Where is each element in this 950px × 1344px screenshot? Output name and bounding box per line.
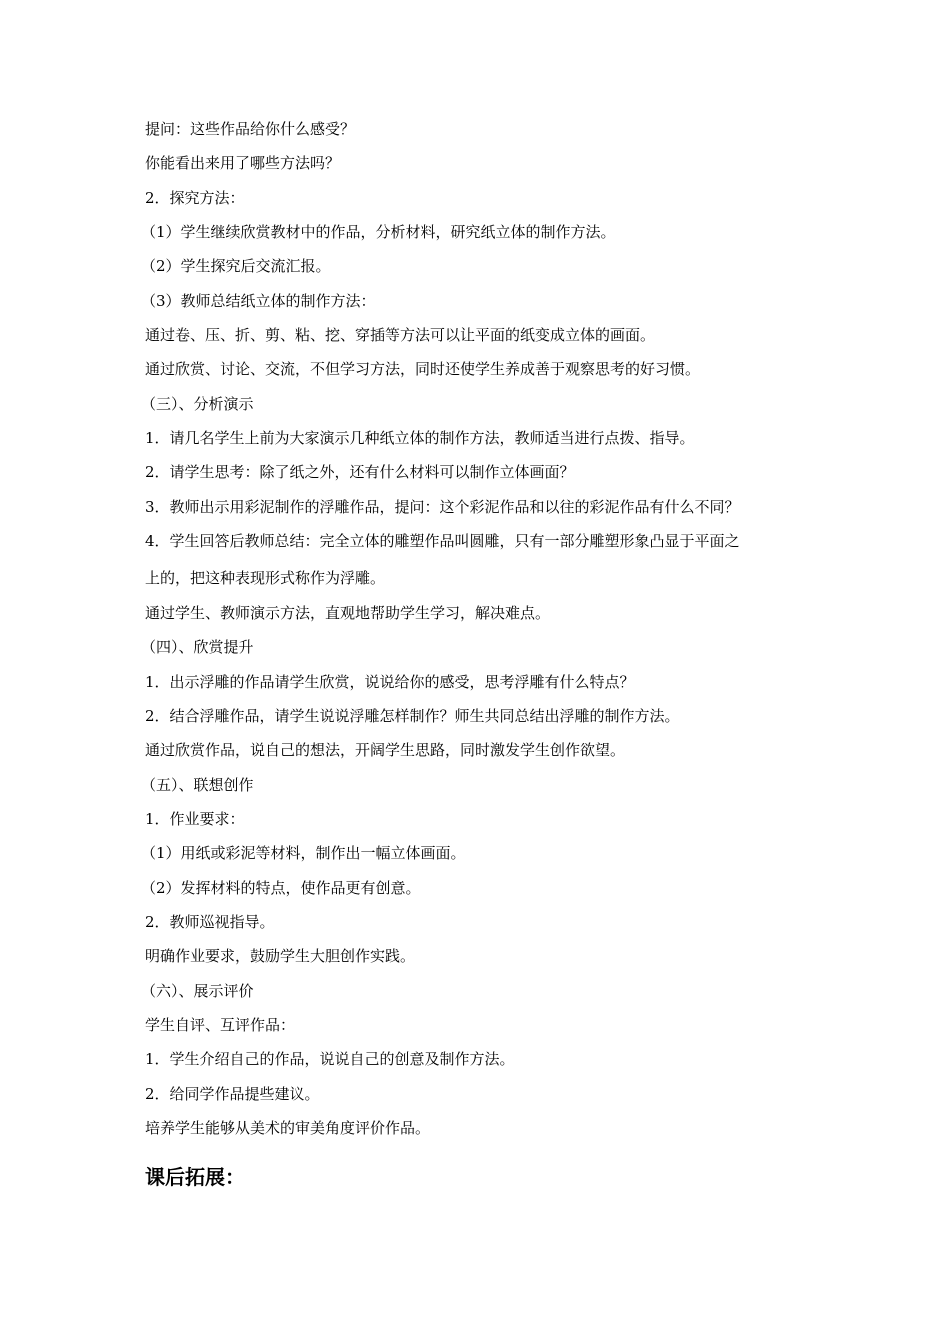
text-line: 你能看出来用了哪些方法吗？ [145, 154, 341, 172]
text-line: 提问：这些作品给你什么感受？ [145, 120, 356, 138]
text-line: 明确作业要求，鼓励学生大胆创作实践。 [145, 947, 416, 965]
text-line: （1）用纸或彩泥等材料，制作出一幅立体画面。 [141, 844, 466, 862]
text-line: 2．教师巡视指导。 [145, 913, 275, 931]
text-line: （3）教师总结纸立体的制作方法： [141, 292, 376, 310]
text-line: 学生自评、互评作品： [145, 1016, 296, 1034]
text-line: （2）发挥材料的特点，使作品更有创意。 [141, 879, 421, 897]
text-line: 2．请学生思考：除了纸之外，还有什么材料可以制作立体画面？ [145, 463, 575, 481]
section-heading: （六）、展示评价 [141, 982, 254, 1000]
text-line: 2．探究方法： [145, 189, 245, 207]
section-heading: （五）、联想创作 [141, 776, 254, 794]
text-line: 4．学生回答后教师总结：完全立体的雕塑作品叫圆雕，只有一部分雕塑形象凸显于平面之 [145, 532, 740, 550]
text-line: 3．教师出示用彩泥制作的浮雕作品，提问：这个彩泥作品和以往的彩泥作品有什么不同？ [145, 498, 740, 516]
section-heading: （四）、欣赏提升 [141, 638, 254, 656]
text-line: 上的，把这种表现形式称作为浮雕。 [145, 569, 386, 587]
text-line: 通过学生、教师演示方法，直观地帮助学生学习，解决难点。 [145, 604, 551, 622]
text-line: 1．请几名学生上前为大家演示几种纸立体的制作方法，教师适当进行点拨、指导。 [145, 429, 695, 447]
text-line: 1．学生介绍自己的作品，说说自己的创意及制作方法。 [145, 1050, 515, 1068]
text-line: （1）学生继续欣赏教材中的作品，分析材料，研究纸立体的制作方法。 [141, 223, 616, 241]
text-line: 通过卷、压、折、剪、粘、挖、穿插等方法可以让平面的纸变成立体的画面。 [145, 326, 656, 344]
text-line: 通过欣赏作品，说自己的想法，开阔学生思路，同时激发学生创作欲望。 [145, 741, 626, 759]
text-line: 培养学生能够从美术的审美角度评价作品。 [145, 1119, 431, 1137]
text-line: 1．作业要求： [145, 810, 245, 828]
after-class-extension-heading: 课后拓展： [145, 1165, 245, 1189]
section-heading: （三）、分析演示 [141, 395, 254, 413]
text-line: 2．给同学作品提些建议。 [145, 1085, 320, 1103]
text-line: （2）学生探究后交流汇报。 [141, 257, 331, 275]
text-line: 通过欣赏、讨论、交流，不但学习方法，同时还使学生养成善于观察思考的好习惯。 [145, 360, 701, 378]
text-line: 1．出示浮雕的作品请学生欣赏，说说给你的感受，思考浮雕有什么特点？ [145, 673, 635, 691]
text-line: 2．结合浮雕作品，请学生说说浮雕怎样制作？师生共同总结出浮雕的制作方法。 [145, 707, 680, 725]
